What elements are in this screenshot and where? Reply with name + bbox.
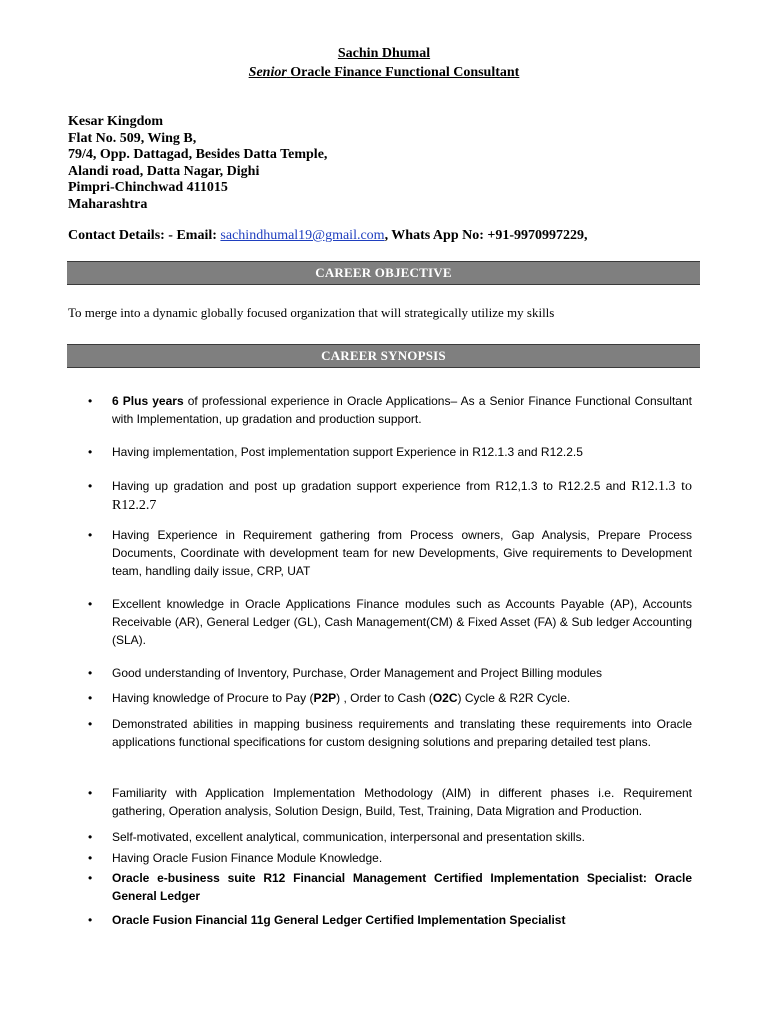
list-item bbox=[88, 849, 692, 867]
whatsapp-number: , Whats App No: +91-9970997229, bbox=[384, 228, 588, 243]
list-item-text: Good understanding of Inventory, Purchase, Order Management and Project Billing modules bbox=[112, 666, 603, 680]
list-item bbox=[88, 443, 692, 461]
list-item-text bbox=[112, 477, 692, 515]
list-item-text-c: ) Cycle & R2R Cycle. bbox=[457, 691, 571, 705]
address-line: Flat No. 509, Wing B, bbox=[68, 130, 197, 146]
list-item bbox=[88, 911, 692, 929]
address-line: 79/4, Opp. Dattagad, Besides Datta Temple, bbox=[68, 147, 328, 162]
address-line: Pimpri-Chinchwad 411015 bbox=[68, 180, 228, 195]
bullet-icon: • bbox=[88, 913, 93, 927]
list-item-text: Oracle Fusion Financial 11g General Ledger Certified Implementation Specialist bbox=[112, 913, 566, 927]
list-item-text: Having implementation, Post implementation support Experience in R12.1.3 and R12.2.5 bbox=[112, 445, 583, 459]
p2p-label: P2P bbox=[313, 691, 337, 705]
list-item-text: Oracle e-business suite R12 Financial Management Certified Implementation Specialist: Oracle General Ledger bbox=[112, 871, 692, 903]
contact-label: Contact Details: - Email: bbox=[68, 228, 221, 243]
list-item-text: Self-motivated, excellent analytical, communication, interpersonal and presentation skills. bbox=[112, 830, 585, 844]
candidate-name: Sachin Dhumal bbox=[337, 46, 431, 61]
experience-years: 6 Plus years bbox=[112, 394, 184, 408]
bullet-icon: • bbox=[88, 851, 93, 865]
career-objective-heading: CAREER OBJECTIVE bbox=[67, 261, 700, 285]
bullet-icon: • bbox=[88, 479, 93, 493]
resume-header bbox=[0, 44, 768, 82]
list-item-text: Familiarity with Application Implementation Methodology (AIM) in different phases i.e. Requirement gathering, Operation analysis, Solution Design, Build, Test, Training, Data Migration and Production. bbox=[112, 786, 692, 818]
list-item bbox=[88, 595, 692, 649]
bullet-icon: • bbox=[88, 830, 93, 844]
bullet-icon: • bbox=[88, 445, 93, 459]
list-item-text-tail: R12.1.3 to R12.2.7 bbox=[112, 479, 692, 513]
list-item-text bbox=[112, 689, 692, 707]
address-line: Kesar Kingdom bbox=[68, 114, 164, 129]
bullet-icon: • bbox=[88, 717, 93, 731]
bullet-icon: • bbox=[88, 597, 93, 611]
list-item bbox=[88, 477, 692, 515]
list-item bbox=[88, 784, 692, 820]
list-item bbox=[88, 715, 692, 751]
list-item-text: Having Oracle Fusion Finance Module Knowledge. bbox=[112, 851, 383, 865]
bullet-icon: • bbox=[88, 666, 93, 680]
list-item-text: Excellent knowledge in Oracle Applications Finance modules such as Accounts Payable (AP), Accounts Receivable (AR), General Ledger (GL), Cash Management(CM) & Fixed Asset (FA) & Sub ledger Accounting (SLA). bbox=[112, 597, 692, 647]
list-item-text-rest: of professional experience in Oracle Applications– As a Senior Finance Functional Consultant with Implementation, up gradation and production support. bbox=[112, 394, 692, 426]
bullet-icon: • bbox=[88, 786, 93, 800]
contact-details bbox=[68, 228, 588, 244]
list-item bbox=[88, 664, 692, 682]
list-item-text: Demonstrated abilities in mapping business requirements and translating these requirements into Oracle applications functional specifications for custom designing solutions and preparing detailed test plans. bbox=[112, 717, 692, 749]
list-item bbox=[88, 392, 692, 428]
postal-address bbox=[68, 114, 327, 213]
address-line: Alandi road, Datta Nagar, Dighi bbox=[68, 163, 260, 179]
bullet-icon: • bbox=[88, 394, 93, 408]
o2c-label: O2C bbox=[432, 691, 458, 705]
job-title bbox=[0, 63, 768, 82]
career-objective-text: To merge into a dynamic globally focused organization that will strategically utilize my skills bbox=[68, 305, 555, 320]
list-item bbox=[88, 869, 692, 905]
bullet-icon: • bbox=[88, 528, 93, 542]
job-title-italic: Senior bbox=[248, 65, 287, 80]
career-synopsis-heading: CAREER SYNOPSIS bbox=[67, 344, 700, 368]
email-link[interactable]: sachindhumal19@gmail.com bbox=[220, 228, 385, 243]
list-item-text: Having Experience in Requirement gathering from Process owners, Gap Analysis, Prepare Process Documents, Coordinate with development team for new Developments, Give requirements to Development team, handling daily issue, CRP, UAT bbox=[112, 528, 692, 578]
list-item bbox=[88, 689, 692, 707]
list-item-text-main: Having up gradation and post up gradation support experience from R12,1.3 to R12.2.5 and bbox=[112, 479, 632, 493]
address-line: Maharashtra bbox=[68, 196, 148, 212]
list-item-text-b: ) , Order to Cash ( bbox=[336, 691, 433, 705]
list-item-text bbox=[112, 392, 692, 428]
job-title-rest: Oracle Finance Functional Consultant bbox=[290, 65, 520, 80]
list-item bbox=[88, 526, 692, 580]
bullet-icon: • bbox=[88, 691, 93, 705]
list-item bbox=[88, 828, 692, 846]
list-item-text-a: Having knowledge of Procure to Pay ( bbox=[112, 691, 314, 705]
bullet-icon: • bbox=[88, 871, 93, 885]
